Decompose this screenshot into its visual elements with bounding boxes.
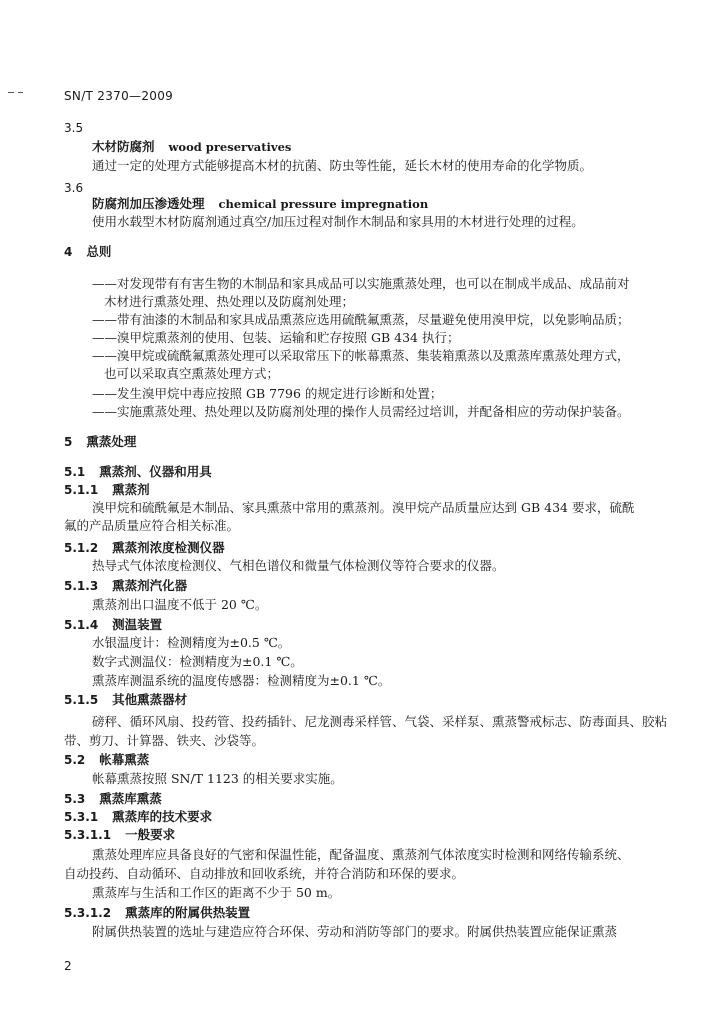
- clause-5-1-4-heading: [64, 617, 162, 633]
- clause-5-3-1-1-heading: [64, 827, 175, 843]
- term-cn: 防腐剂加压渗透处理: [92, 196, 205, 211]
- clause-title: 熏蒸库熏蒸: [99, 791, 162, 806]
- clause-number: 5.1.2: [64, 541, 99, 555]
- section-title: 熏蒸处理: [86, 434, 137, 449]
- section-5-heading: [64, 434, 136, 450]
- list-item: ——溴甲烷或硫酰氟熏蒸处理可以采取常压下的帐幕熏蒸、集装箱熏蒸以及熏蒸库熏蒸处理方式，: [92, 348, 630, 363]
- list-item: ——发生溴甲烷中毒应按照 GB 7796 的规定进行诊断和处置；: [92, 386, 443, 401]
- term-en: chemical pressure impregnation: [218, 197, 429, 211]
- paragraph-line: 氟的产品质量应符合相关标准。: [64, 518, 240, 533]
- section-4-heading: [64, 244, 111, 260]
- paragraph-line: 数字式测温仪：检测精度为±0.1 ℃。: [92, 654, 303, 669]
- clause-5-3-1-2-heading: [64, 905, 250, 921]
- paragraph-line: 熏蒸库测温系统的温度传感器：检测精度为±0.1 ℃。: [92, 673, 391, 688]
- clause-5-3-heading: [64, 791, 162, 807]
- clause-title: 熏蒸库的技术要求: [112, 809, 213, 824]
- clause-title: 帐幕熏蒸: [99, 752, 150, 767]
- clause-number: 5.1.1: [64, 483, 99, 497]
- clause-number: 5.1.4: [64, 618, 99, 632]
- paragraph-line: 附属供热装置的选址与建造应符合环保、劳动和消防等部门的要求。附属供热装置应能保证熏蒸: [92, 924, 618, 939]
- clause-5-3-1-heading: [64, 809, 212, 825]
- paragraph-line: 带、剪刀、计算器、铁夹、沙袋等。: [64, 733, 265, 748]
- clause-number: 5.1.5: [64, 693, 99, 707]
- list-item-continuation: 木材进行熏蒸处理、热处理以及防腐剂处理；: [104, 294, 355, 309]
- clause-5-1-2-heading: [64, 540, 225, 556]
- term-cn: 木材防腐剂: [92, 139, 155, 154]
- clause-number: 5.1: [64, 465, 86, 479]
- clause-title: 熏蒸剂浓度检测仪器: [112, 540, 225, 555]
- clause-title: 熏蒸剂、仪器和用具: [99, 464, 212, 479]
- list-item: ——对发现带有有害生物的木制品和家具成品可以实施熏蒸处理，也可以在制成半成品、成品前对: [92, 276, 630, 291]
- clause-number: 5.3.1.2: [64, 906, 112, 920]
- section-number: 4: [64, 245, 73, 259]
- clause-3-5-number: 3.5: [64, 121, 84, 135]
- clause-3-5-definition: 通过一定的处理方式能够提高木材的抗菌、防虫等性能，延长木材的使用寿命的化学物质。: [92, 158, 593, 173]
- clause-5-1-5-heading: [64, 692, 187, 708]
- clause-3-6-definition: 使用水载型木材防腐剂通过真空/加压过程对制作木制品和家具用的木材进行处理的过程。: [92, 214, 584, 229]
- scan-mark: [8, 92, 14, 93]
- paragraph-line: 磅秤、循环风扇、投药管、投药插针、尼龙测毒采样管、气袋、采样泵、熏蒸警戒标志、防毒面具、胶粘: [92, 714, 668, 729]
- list-item-continuation: 也可以采取真空熏蒸处理方式；: [104, 366, 280, 381]
- paragraph-line: 熏蒸剂出口温度不低于 20 ℃。: [92, 597, 268, 612]
- clause-title: 测温装置: [112, 617, 163, 632]
- standard-code-header: SN/T 2370—2009: [64, 89, 174, 103]
- paragraph-line: 热导式气体浓度检测仪、气相色谱仪和微量气体检测仪等符合要求的仪器。: [92, 558, 505, 573]
- clause-3-6-number: 3.6: [64, 181, 84, 195]
- clause-5-1-1-heading: [64, 482, 150, 498]
- paragraph-line: 熏蒸处理库应具备良好的气密和保温性能，配备温度、熏蒸剂气体浓度实时检测和网络传输系统、: [92, 847, 630, 862]
- term-en: wood preservatives: [168, 140, 292, 154]
- clause-title: 一般要求: [125, 827, 176, 842]
- list-item: ——溴甲烷熏蒸剂的使用、包装、运输和贮存按照 GB 434 执行；: [92, 330, 460, 345]
- clause-3-5-term: [92, 139, 291, 155]
- clause-5-2-heading: [64, 752, 149, 768]
- clause-5-1-3-heading: [64, 578, 187, 594]
- paragraph-line: 熏蒸库与生活和工作区的距离不少于 50 m。: [92, 885, 341, 900]
- clause-number: 5.3.1.1: [64, 828, 112, 842]
- list-item: ——实施熏蒸处理、热处理以及防腐剂处理的操作人员需经过培训，并配备相应的劳动保护装备。: [92, 404, 630, 419]
- clause-number: 5.3: [64, 792, 86, 806]
- scan-mark: [18, 92, 23, 93]
- page-number: 2: [64, 959, 72, 973]
- clause-5-1-heading: [64, 464, 212, 480]
- section-number: 5: [64, 435, 73, 449]
- clause-title: 其他熏蒸器材: [112, 692, 188, 707]
- paragraph-line: 自动投药、自动循环、自动排放和回收系统，并符合消防和环保的要求。: [64, 866, 465, 881]
- paragraph-line: 溴甲烷和硫酰氟是木制品、家具熏蒸中常用的熏蒸剂。溴甲烷产品质量应达到 GB 434 要求，硫酰: [92, 500, 635, 515]
- clause-title: 熏蒸库的附属供热装置: [125, 905, 251, 920]
- clause-title: 熏蒸剂汽化器: [112, 578, 188, 593]
- clause-number: 5.1.3: [64, 579, 99, 593]
- paragraph-line: 帐幕熏蒸按照 SN/T 1123 的相关要求实施。: [92, 771, 343, 786]
- paragraph-line: 水银温度计：检测精度为±0.5 ℃。: [92, 635, 291, 650]
- clause-number: 5.2: [64, 753, 86, 767]
- list-item: ——带有油漆的木制品和家具成品熏蒸应选用硫酰氟熏蒸，尽量避免使用溴甲烷，以免影响品质；: [92, 312, 630, 327]
- clause-title: 熏蒸剂: [112, 482, 150, 497]
- clause-number: 5.3.1: [64, 810, 99, 824]
- section-title: 总则: [86, 244, 112, 259]
- clause-3-6-term: [92, 196, 428, 212]
